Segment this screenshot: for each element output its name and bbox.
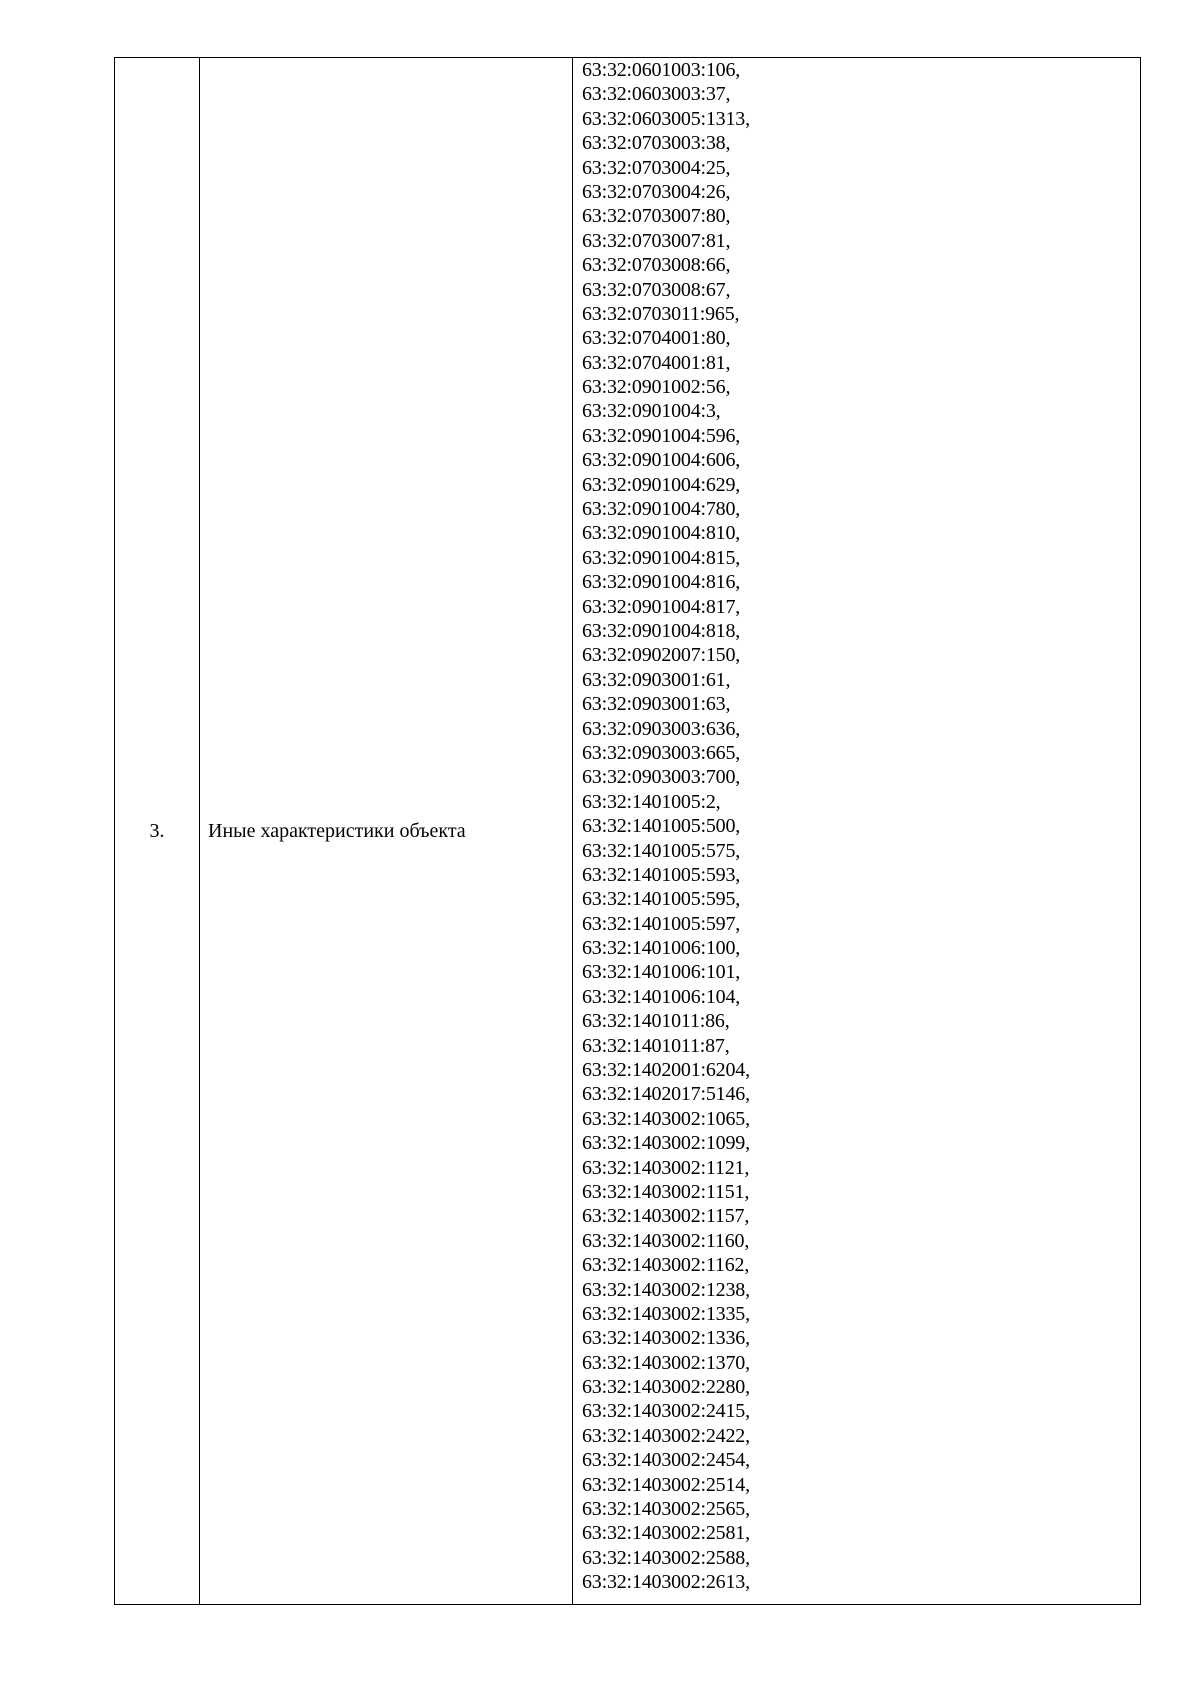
cadastral-number-item: 63:32:1403002:1162, xyxy=(582,1254,750,1277)
cadastral-number-item: 63:32:1403002:2613, xyxy=(582,1571,750,1594)
cadastral-number-item: 63:32:1401005:2, xyxy=(582,790,721,813)
cadastral-number-item: 63:32:0901004:816, xyxy=(582,571,741,594)
cadastral-number-item: 63:32:1401006:100, xyxy=(582,937,741,960)
cadastral-number-item: 63:32:1403002:2454, xyxy=(582,1449,750,1472)
characteristics-table xyxy=(114,57,1141,1605)
cadastral-number-item: 63:32:1403002:1151, xyxy=(582,1180,750,1203)
cadastral-numbers-cell xyxy=(573,58,1141,1605)
cadastral-number-item: 63:32:1402017:5146, xyxy=(582,1083,750,1106)
cadastral-number-item: 63:32:0901002:56, xyxy=(582,376,731,399)
cadastral-number-item: 63:32:0901004:810, xyxy=(582,522,741,545)
cadastral-number-item: 63:32:0703003:38, xyxy=(582,132,731,155)
cadastral-number-item: 63:32:0703008:67, xyxy=(582,278,731,301)
row-number: 3. xyxy=(115,58,200,1605)
cadastral-number-item: 63:32:1401005:593, xyxy=(582,863,741,886)
cadastral-number-item: 63:32:1403002:1160, xyxy=(582,1229,750,1252)
cadastral-number-item: 63:32:0901004:3, xyxy=(582,400,721,423)
cadastral-number-item: 63:32:1403002:1238, xyxy=(582,1278,750,1301)
cadastral-number-item: 63:32:0603005:1313, xyxy=(582,107,750,130)
cadastral-number-item: 63:32:1401011:87, xyxy=(582,1034,730,1057)
cadastral-number-item: 63:32:0603003:37, xyxy=(582,83,731,106)
cadastral-number-item: 63:32:0903001:61, xyxy=(582,668,731,691)
cadastral-number-item: 63:32:1401005:500, xyxy=(582,815,741,838)
cadastral-number-item: 63:32:1403002:1336, xyxy=(582,1327,750,1350)
cadastral-number-item: 63:32:1401006:104, xyxy=(582,985,741,1008)
cadastral-number-item: 63:32:0901004:818, xyxy=(582,619,741,642)
cadastral-number-item: 63:32:1403002:1065, xyxy=(582,1107,750,1130)
cadastral-number-item: 63:32:0601003:106, xyxy=(582,59,741,81)
cadastral-number-item: 63:32:0901004:780, xyxy=(582,498,741,521)
cadastral-number-item: 63:32:1403002:2514, xyxy=(582,1473,750,1496)
cadastral-number-item: 63:32:0902007:150, xyxy=(582,644,741,667)
cadastral-number-item: 63:32:1403002:2422, xyxy=(582,1424,750,1447)
cadastral-number-item: 63:32:0704001:81, xyxy=(582,351,731,374)
cadastral-number-item: 63:32:1403002:2581, xyxy=(582,1522,750,1545)
cadastral-number-item: 63:32:1403002:1335, xyxy=(582,1302,750,1325)
cadastral-number-item: 63:32:1401005:595, xyxy=(582,888,741,911)
cadastral-number-item: 63:32:0703004:25, xyxy=(582,156,731,179)
table-row xyxy=(115,58,1141,1605)
cadastral-number-item: 63:32:0703008:66, xyxy=(582,254,731,277)
cadastral-number-item: 63:32:0901004:817, xyxy=(582,595,741,618)
cadastral-number-item: 63:32:1403002:1099, xyxy=(582,1132,750,1155)
cadastral-numbers-list xyxy=(582,58,1140,1595)
cadastral-number-item: 63:32:1401011:86, xyxy=(582,1010,730,1033)
cadastral-number-item: 63:32:0901004:629, xyxy=(582,473,741,496)
cadastral-number-item: 63:32:1401005:575, xyxy=(582,839,741,862)
cadastral-number-item: 63:32:1403002:2415, xyxy=(582,1400,750,1423)
cadastral-number-item: 63:32:0903003:700, xyxy=(582,766,741,789)
cadastral-number-item: 63:32:0903003:665, xyxy=(582,741,741,764)
cadastral-number-item: 63:32:0703007:81, xyxy=(582,229,731,252)
cadastral-number-item: 63:32:0901004:596, xyxy=(582,424,741,447)
cadastral-number-item: 63:32:0903003:636, xyxy=(582,717,741,740)
cadastral-number-item: 63:32:1402001:6204, xyxy=(582,1059,750,1082)
cadastral-number-item: 63:32:1401006:101, xyxy=(582,961,741,984)
row-name: Иные характеристики объекта xyxy=(200,58,573,1605)
cadastral-number-item: 63:32:0901004:606, xyxy=(582,449,741,472)
cadastral-number-item: 63:32:0703007:80, xyxy=(582,205,731,228)
cadastral-number-item: 63:32:1403002:1157, xyxy=(582,1205,750,1228)
cadastral-number-item: 63:32:0703011:965, xyxy=(582,302,740,325)
cadastral-number-item: 63:32:1403002:2588, xyxy=(582,1546,750,1569)
cadastral-number-item: 63:32:1401005:597, xyxy=(582,912,741,935)
cadastral-number-item: 63:32:1403002:2565, xyxy=(582,1498,750,1521)
cadastral-number-item: 63:32:0703004:26, xyxy=(582,180,731,203)
cadastral-number-item: 63:32:1403002:1370, xyxy=(582,1351,750,1374)
cadastral-number-item: 63:32:0704001:80, xyxy=(582,327,731,350)
cadastral-number-item: 63:32:1403002:2280, xyxy=(582,1376,750,1399)
cadastral-number-item: 63:32:0903001:63, xyxy=(582,693,731,716)
cadastral-number-item: 63:32:1403002:1121, xyxy=(582,1156,750,1179)
cadastral-number-item: 63:32:0901004:815, xyxy=(582,546,741,569)
